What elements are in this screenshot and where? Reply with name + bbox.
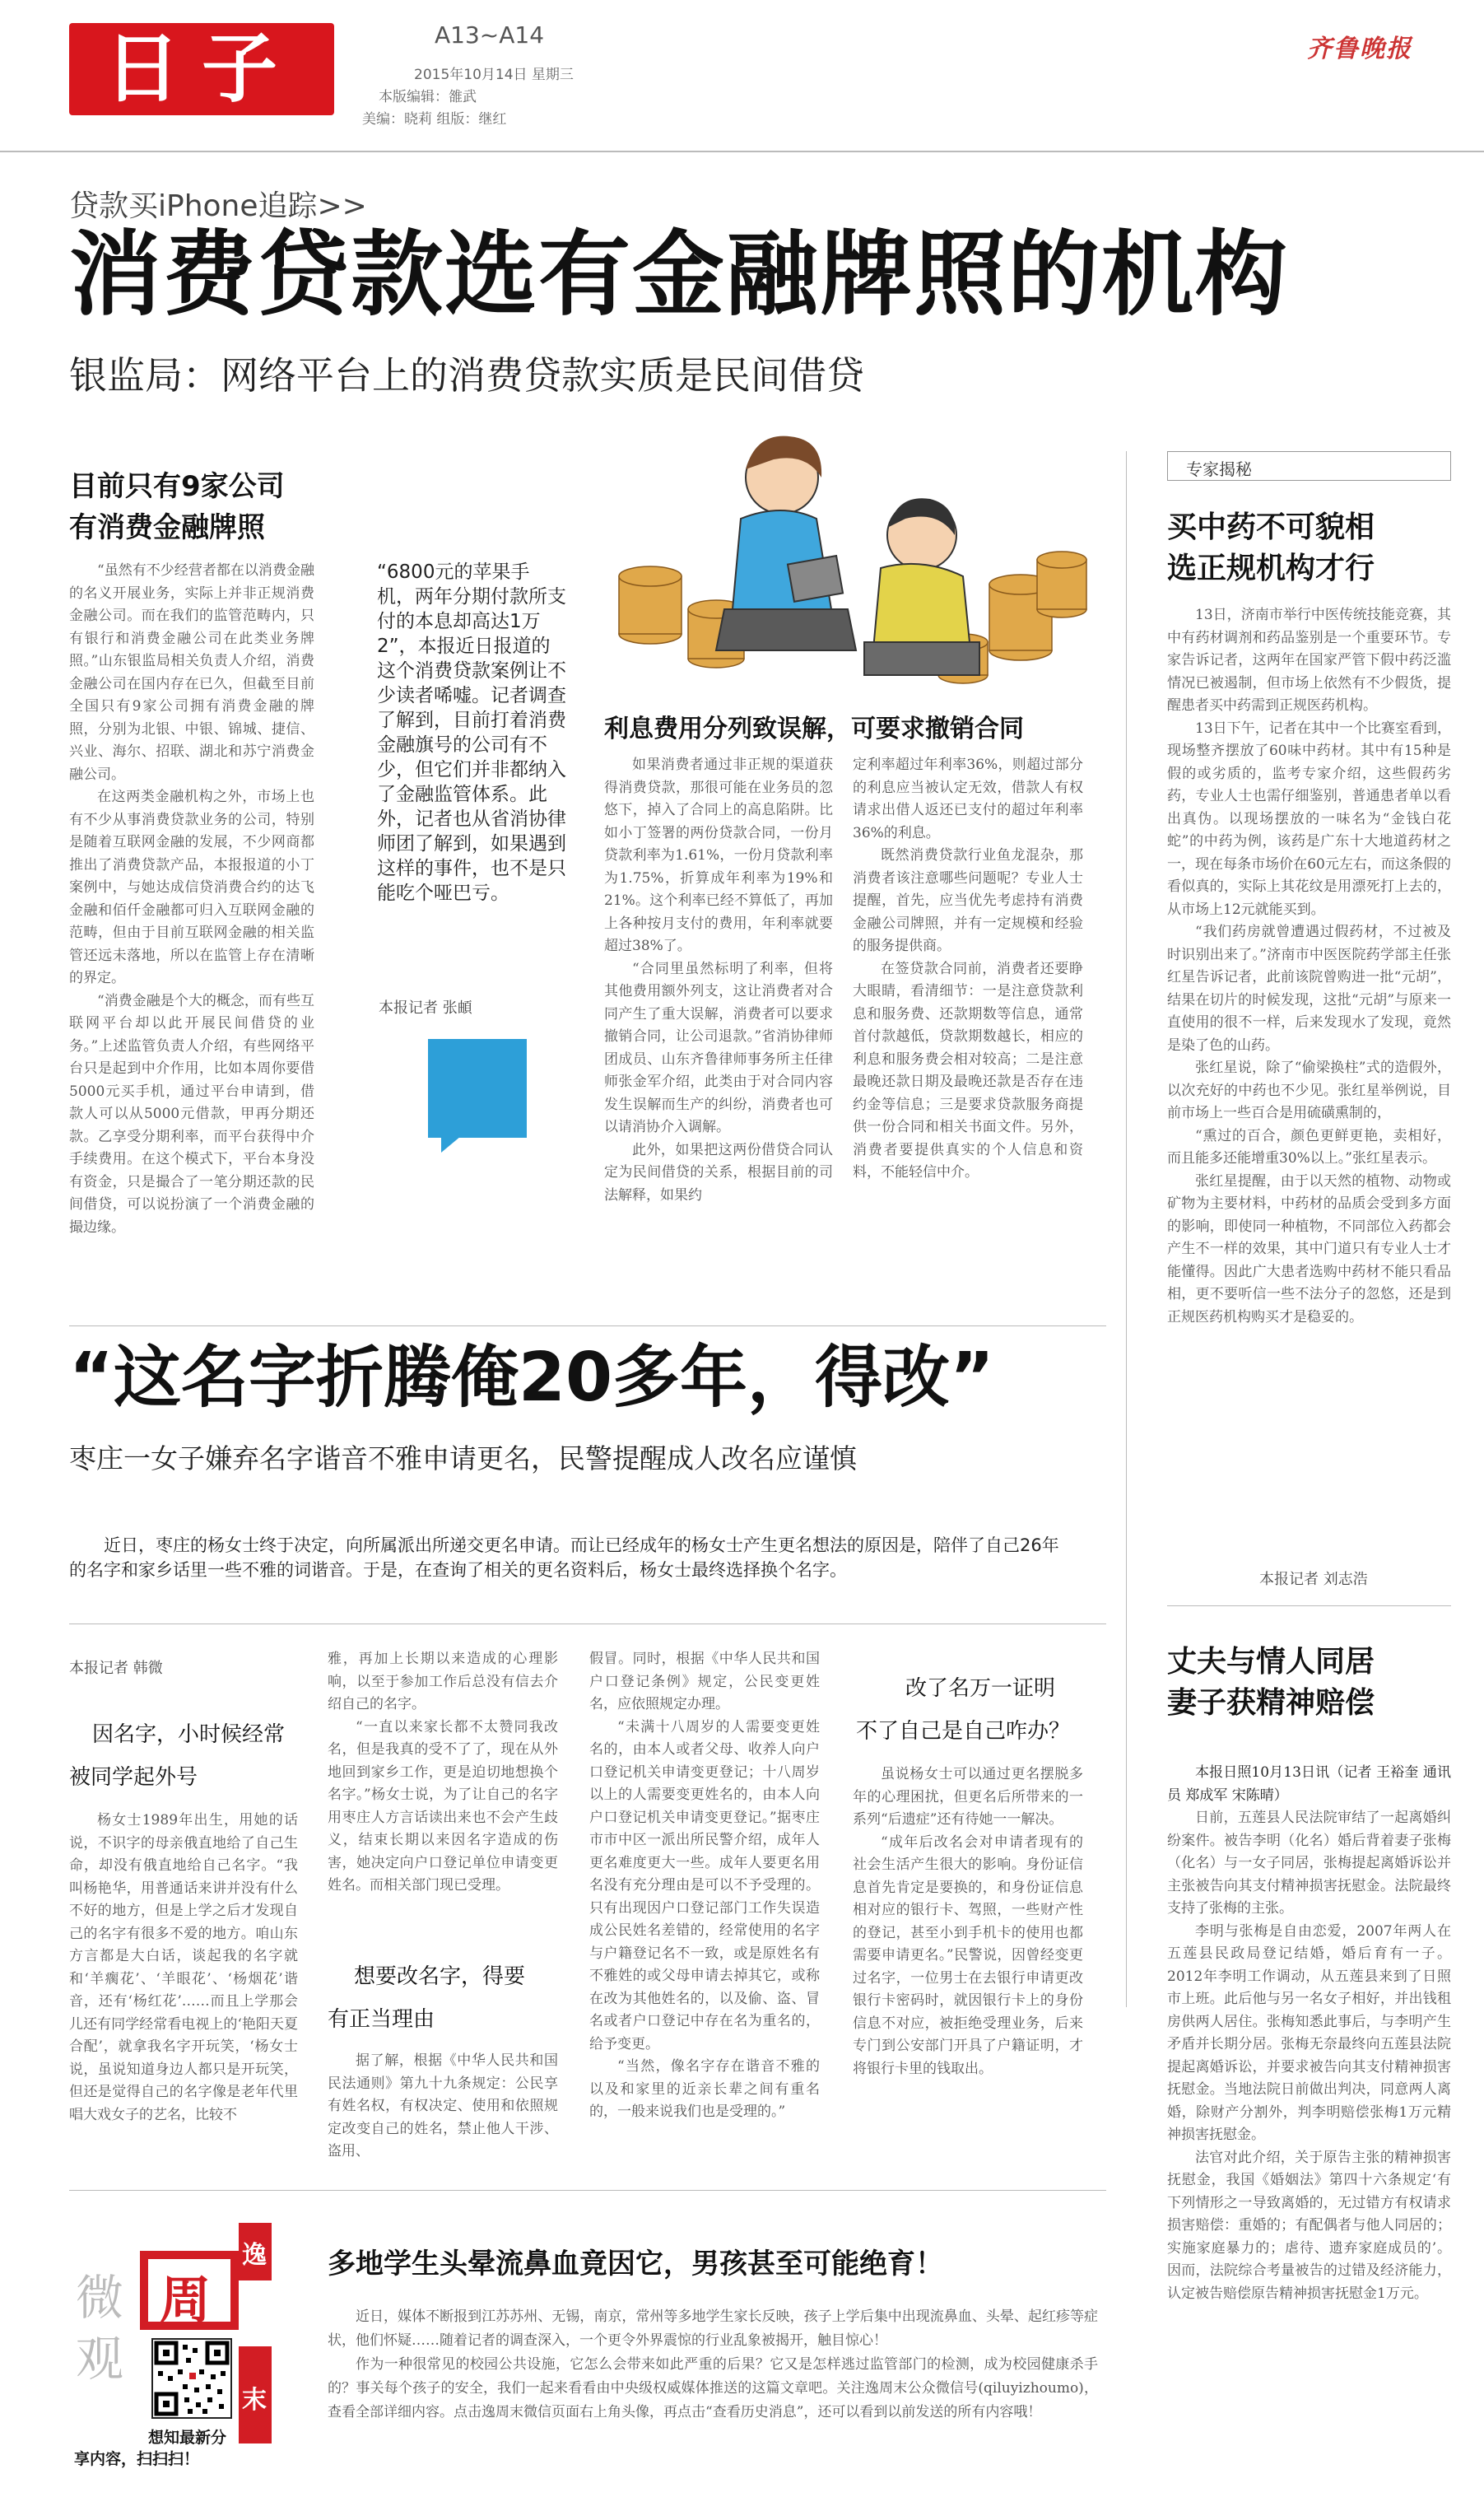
lead-headline: 消费贷款选有金融牌照的机构	[69, 221, 1289, 328]
paragraph: “未满十八周岁的人需要变更姓名的，由本人或者父母、收养人向户口登记机关申请变更登记；十八周岁以上的人需要变更姓名的，由本人向户口登记机关申请变更登记。”据枣庄市市中区一派出所民警介绍，成年人更名难度更大一些。成年人要更名用名没有充分理由是可以不予受理的。只有出现因户口登记部门工作失误造成公民姓名差错的，经常使用的名字与户籍登记名不一致，或是原姓名有不雅姓的或父母申请去掉其它，或称在改为其他姓名的，以及偷、盗、冒名或者户口登记中存在名为重名的，给予变更。	[589, 1718, 820, 2052]
name-headline: “这名字折腾俺20多年，得改”	[69, 1339, 994, 1417]
stamp-red-box	[140, 2251, 239, 2330]
paragraph: 作为一种很常见的校园公共设施，它怎么会带来如此严重的后果？它又是怎样逃过监管部门的检测，成为校园健康杀手的？事关每个孩子的安全，我们一起来看看由中央级权威媒体推送的这篇文章吧。关注逸周末公众微信号(qiluyizhoumo)，查看全部详细内容。点击逸周末微信页面右上角头像，再点击“查看历史消息”，还可以看到以前发送的所有内容哦！	[328, 2356, 1098, 2420]
name-column-2a	[328, 1648, 558, 1898]
stamp-char-mo: 末	[242, 2386, 267, 2415]
paragraph: 此外，如果把这两份借贷合同认定为民间借贷的关系，根据目前的司法解释，如果约	[604, 1141, 833, 1204]
page-design: 美编：晓莉 组版：继红	[362, 111, 507, 128]
paragraph: 杨女士1989年出生，用她的话说，不识字的母亲俄直地给了自己生命，却没有俄直地给自己名字。“我叫杨艳华，用普通话来讲并没有什么不好的地方，但是上学之后才发现自己的名字有很多不爱的地方。咱山东方言都是大白话，谈起我的名字就和‘羊瘸花’、‘羊眼花’、‘杨烟花’谐音，还有‘杨红花’……而且上学那会儿还有同学经常看电视上的‘艳阳天夏合配’，就拿我名字开玩笑，‘杨女士说，虽说知道身边人都只是开玩笑，但还是觉得自己的名字像是老年代里唱大戏女子的艺名，比较不	[69, 1812, 298, 2123]
affair-title-line2: 妻子获精神赔偿	[1167, 1686, 1375, 1720]
paragraph: 近日，媒体不断报到江苏苏州、无锡，南京，常州等多地学生家长反映，孩子上学后集中出现流鼻血、头晕、起红疹等症状，他们怀疑……随着记者的调查深入，一个更令外界震惊的行业乱象被揭开，触目惊心！	[328, 2308, 1098, 2349]
promo-top-rule	[69, 2190, 1106, 2191]
right-rail-divider	[1126, 451, 1127, 2007]
lead-kicker: 贷款买iPhone追踪>>	[69, 189, 367, 223]
lead-section1-title-line2: 有消费金融牌照	[69, 511, 265, 544]
name-column-3	[589, 1648, 820, 2124]
paragraph: “消费金融是个大的概念，而有些互联网平台却以此开展民间借贷的业务。”上述监管负责人介绍，有些网络平台只是起到中介作用，比如本周你要借5000元买手机，通过平台申请到，借款人可以从5000元借款，甲再分期还款。乙享受分期利率，而平台获得中介手续费用。在这个模式下，平台本身没有资金，只是撮合了一笔分期还款的民间借贷，可以说扮演了一个消费金融的撮边缘。	[69, 992, 314, 1236]
paragraph: “当然，像名字存在谐音不雅的以及和家里的近亲长辈之间有重名的，一般来说我们也是受理的。”	[589, 2058, 820, 2120]
name-intro: 近日，枣庄的杨女士终于决定，向所属派出所递交更名申请。而让已经成年的杨女士产生更名想法的原因是，陪伴了自己26年的名字和家乡话里一些不雅的词谐音。于是，在查询了相关的更名资料后，杨女士最终选择换个名字。	[69, 1535, 1059, 1580]
lead-column-4	[853, 754, 1083, 1185]
lead-section1-title-line1: 目前只有9家公司	[69, 470, 285, 503]
stamp-char-yi: 逸	[242, 2241, 267, 2270]
promo-headline: 多地学生头晕流鼻血竟因它，男孩甚至可能绝育！	[328, 2248, 943, 2280]
paragraph: 定利率超过年利率36%，则超过部分的利息应当被认定无效，借款人有权请求出借人返还已支付的超过年利率36%的利息。	[853, 757, 1083, 841]
stamp-char-wei: 微	[76, 2270, 124, 2326]
expert-byline: 本报记者 刘志浩	[1259, 1571, 1368, 1588]
name-column-4	[853, 1763, 1083, 2080]
name-byline: 本报记者 韩微	[69, 1660, 163, 1677]
page-editor: 本版编辑：雒武	[379, 89, 477, 105]
promo-stamp	[69, 2223, 283, 2470]
name-sub2-line1: 想要改名字，得要	[354, 1964, 526, 1989]
expert-title-line2: 选正规机构才行	[1167, 552, 1375, 585]
page-range: A13~A14	[435, 21, 545, 49]
paper-name: 齐鲁晚报	[1307, 35, 1412, 63]
lead-illustration	[601, 420, 1095, 700]
paragraph: 据了解，根据《中华人民共和国民法通则》第九十九条规定：公民享有姓名权，有权决定、使用和依照规定改变自己的姓名，禁止他人干涉、盗用、	[328, 2052, 558, 2159]
paragraph: “虽然有不少经营者都在以消费金融的名义开展业务，实际上并非正规消费金融公司。而在我们的监管范畴内，只有银行和消费金融公司在此类业务牌照。”山东银监局相关负责人介绍，消费金融公司在国内存在已久，但截至目前全国只有9家公司拥有消费金融的牌照，分别为北银、中银、锦城、捷信、兴业、海尔、招联、湖北和苏宁消费金融公司。	[69, 562, 314, 783]
expert-title-line1: 买中药不可貌相	[1167, 510, 1375, 544]
speech-bubble-decoration	[428, 1039, 527, 1151]
stamp-tab-bottom	[239, 2346, 272, 2443]
paragraph: 李明与张梅是自由恋爱，2007年两人在五莲县民政局登记结婚，婚后育有一子。2012年李明工作调动，从五莲县来到了日照市上班。此后他与另一名女子相好，并出钱租房供两人居住。张梅知悉此事后，与李明产生矛盾并长期分居。张梅无奈最终向五莲县法院提起离婚诉讼，并要求被告向其支付精神损害抚慰金。当地法院日前做出判决，同意两人离婚，除财产分割外，判李明赔偿张梅1万元精神损害抚慰金。	[1167, 1922, 1451, 2143]
stamp-tab-top	[239, 2223, 272, 2280]
paragraph: 13日下午，记者在其中一个比赛室看到，现场整齐摆放了60味中药材。其中有15种是假的或劣质的，监考专家介绍，这些假药劣药，专业人士也需仔细鉴别，普通患者单以看出真伪。以现场摆放的一味名为“金钱白花蛇”的中药为例，该药是广东十大地道药材之一，现在每条市场价在60元左右，而这条假的看似真的，实际上其花纹是用漂死打上去的，从市场上12元就能买到。	[1167, 720, 1451, 918]
name-column-1	[69, 1810, 298, 2127]
name-sub1-line2: 被同学起外号	[69, 1765, 198, 1790]
name-sub2-line2: 有正当理由	[328, 2007, 435, 2032]
qr-caption-line1: 想知最新分	[148, 2429, 227, 2447]
promo-body	[328, 2305, 1098, 2425]
stamp-char-zhou: 周	[160, 2270, 212, 2330]
lead-pullquote: “6800元的苹果手机，两年分期付款所支付的本息却高达1万2”，本报近日报道的这个消费贷款案例让不少读者唏嘘。记者调查了解到，目前打着消费金融旗号的公司有不少，但它们并非都纳入了金融监管体系。此外，记者也从省消协律师团了解到，如果遇到这样的事件，也不是只能吃个哑巴亏。	[377, 561, 566, 904]
stamp-char-guan: 观	[76, 2331, 124, 2387]
lead-column-3	[604, 754, 833, 1207]
paragraph: 虽说杨女士可以通过更名摆脱多年的心理困扰，但更名后所带来的一系列“后遗症”还有待她一一解决。	[853, 1766, 1083, 1828]
paragraph: 张红星提醒，由于以天然的植物、动物或矿物为主要材料，中药材的品质会受到多方面的影响，即使同一种植物，不同部位入药都会产生不一样的效果，其中门道只有专业人士才能懂得。因此广大患者选购中药材不能只看品相，更不要听信一些不法分子的忽悠，还是到正规医药机构购买才是稳妥的。	[1167, 1172, 1451, 1325]
paragraph: 雅，再加上长期以来造成的心理影响，以至于参加工作后总没有信去介绍自己的名字。	[328, 1651, 558, 1712]
paragraph: 在这两类金融机构之外，市场上也有不少从事消费贷款业务的公司，特别是随着互联网金融的发展，不少网商都推出了消费贷款产品，本报报道的小丁案例中，与她达成信贷消费合约的达飞金融和佰仟金融都可归入互联网金融的范畴，但由于目前互联网金融的相关监管还远未落地，所以在监管上存在清晰的界定。	[69, 789, 314, 986]
expert-tag-box	[1167, 451, 1451, 481]
paragraph: “我们药房就曾遭遇过假药材，不过被及时识别出来了。”济南市中医医院药学部主任张红星告诉记者，此前该院曾购进一批“元胡”，结果在切片的时候发现，这批“元胡”与原来一直使用的很不一样，后来发现水了发现，竟然是染了色的山药。	[1167, 924, 1451, 1054]
paragraph: “一直以来家长都不太赞同我改名，但是我真的受不了了，现在从外地回到家乡工作，更是迫切地想换个名字。”杨女士说，为了让自己的名字用枣庄人方言话读出来也不会产生歧义，结束长期以来因名字造成的伤害，她决定向户口登记单位申请变更姓名。而相关部门现已受理。	[328, 1718, 558, 1894]
paragraph: 法官对此介绍，关于原告主张的精神损害抚慰金，我国《婚姻法》第四十六条规定‘有下列情形之一导致离婚的，无过错方有权请求损害赔偿：重婚的；有配偶者与他人同居的；实施家庭暴力的；虐待、遗弃家庭成员的’。因而，法院综合考量被告的过错及经济能力，认定被告赔偿原告精神损害抚慰金1万元。	[1167, 2149, 1451, 2302]
name-story-top-rule	[69, 1325, 1106, 1326]
paragraph: “熏过的百合，颜色更鲜更艳，卖相好，而且能多还能增重30%以上。”张红星表示。	[1167, 1127, 1451, 1167]
expert-tag: 专家揭秘	[1186, 459, 1252, 479]
paragraph: 在签贷款合同前，消费者还要睁大眼睛，看清细节：一是注意贷款利息和服务费、还款期数等信息，通常首付款越低，贷款期数越长，相应的利息和服务费会相对较高；二是注意最晚还款日期及最晚还款是否存在违约金等信息；三是要求贷款服务商提供一份合同和相关书面文件。另外，消费者要提供真实的个人信息和资料，不能轻信中介。	[853, 960, 1083, 1181]
paragraph: 如果消费者通过非正规的渠道获得消费贷款，那很可能在业务员的忽悠下，掉入了合同上的高息陷阱。比如小丁签署的两份贷款合同，一份月贷款利率为1.61%，一份月贷款利率为1.75%，折算成年利率为19%和21%。这个利率已经不算低了，再加上各种按月支付的费用，年利率就要超过38%了。	[604, 757, 833, 954]
paragraph: “合同里虽然标明了利率，但将其他费用额外列支，这让消费者对合同产生了重大误解，消费者可以要求撤销合同，让公司退款。”省消协律师团成员、山东齐鲁律师事务所主任律师张金军介绍，此类由于对合同内容发生误解而生产的纠纷，消费者也可以请消协介入调解。	[604, 960, 833, 1135]
paragraph: 张红星说，除了“偷梁换柱”式的造假外，以次充好的中药也不少见。张红星举例说，目前市场上一些百合是用硫磺熏制的，	[1167, 1060, 1451, 1121]
paragraph: “成年后改名会对申请者现有的社会生活产生很大的影响。身份证信息首先肯定是要换的，和身份证信息相对应的银行卡、驾照，一些财产性的登记，甚至小到手机卡的使用也都需要申请更名。”民警说，因曾经变更过名字，一位男士在去银行申请更改银行卡密码时，就因银行卡上的身份信息不对应，被拒绝受理业务，后来专门到公安部门开具了户籍证明，才将银行卡里的钱取出。	[853, 1833, 1083, 2077]
lead-section2-title: 利息费用分列致误解，可要求撤销合同	[604, 715, 1024, 743]
paragraph: 日前，五莲县人民法院审结了一起离婚纠纷案件。被告李明（化名）婚后背着妻子张梅（化名）与一女子同居，张梅提起离婚诉讼并主张被告向其支付精神损害抚慰金。法院最终支持了张梅的主张。	[1167, 1810, 1451, 1917]
name-sub3-line2: 不了自己是自己咋办？	[856, 1719, 1071, 1744]
masthead-logo-text: 日子	[104, 25, 299, 113]
masthead-logo	[69, 23, 334, 115]
affair-body	[1167, 1762, 1451, 2305]
dateline: 本报日照10月13日讯（记者 王裕奎 通讯员 郑成军 宋陈晴）	[1167, 1764, 1451, 1804]
paragraph: 13日，济南市举行中医传统技能竞赛，其中有药材调剂和药品鉴别是一个重要环节。专家告诉记者，这两年在国家严管下假中药泛滥情况已被遏制，但市场上依然有不少假货，提醒患者买中药需到正规医药机构。	[1167, 607, 1451, 714]
masthead-divider	[0, 151, 1484, 152]
paragraph: 假冒。同时，根据《中华人民共和国户口登记条例》规定，公民变更姓名，应依照规定办理。	[589, 1651, 820, 1712]
lead-subhead: 银监局：网络平台上的消费贷款实质是民间借贷	[69, 353, 864, 398]
qr-caption-line2: 享内容，扫扫扫！	[74, 2450, 200, 2468]
expert-body	[1167, 604, 1451, 1329]
lead-column-1	[69, 560, 314, 1239]
issue-date: 2015年10月14日 星期三	[414, 67, 574, 83]
name-sub1-line1: 因名字，小时候经常	[92, 1722, 286, 1747]
affair-title-line1: 丈夫与情人同居	[1167, 1645, 1375, 1679]
name-sub3-line1: 改了名万一证明	[905, 1676, 1056, 1701]
name-subhead: 枣庄一女子嫌弃名字谐音不雅申请更名，民警提醒成人改名应谨慎	[69, 1442, 857, 1474]
name-column-2b	[328, 2050, 558, 2164]
expert-end-rule	[1167, 1605, 1451, 1606]
paragraph: 既然消费贷款行业鱼龙混杂，那消费者该注意哪些问题呢？专业人士提醒，首先，应当优先考虑持有消费金融公司牌照，并有一定规模和经验的服务提供商。	[853, 847, 1083, 954]
qr-code-icon[interactable]	[151, 2338, 232, 2419]
lead-byline: 本报记者 张頔	[379, 999, 472, 1017]
